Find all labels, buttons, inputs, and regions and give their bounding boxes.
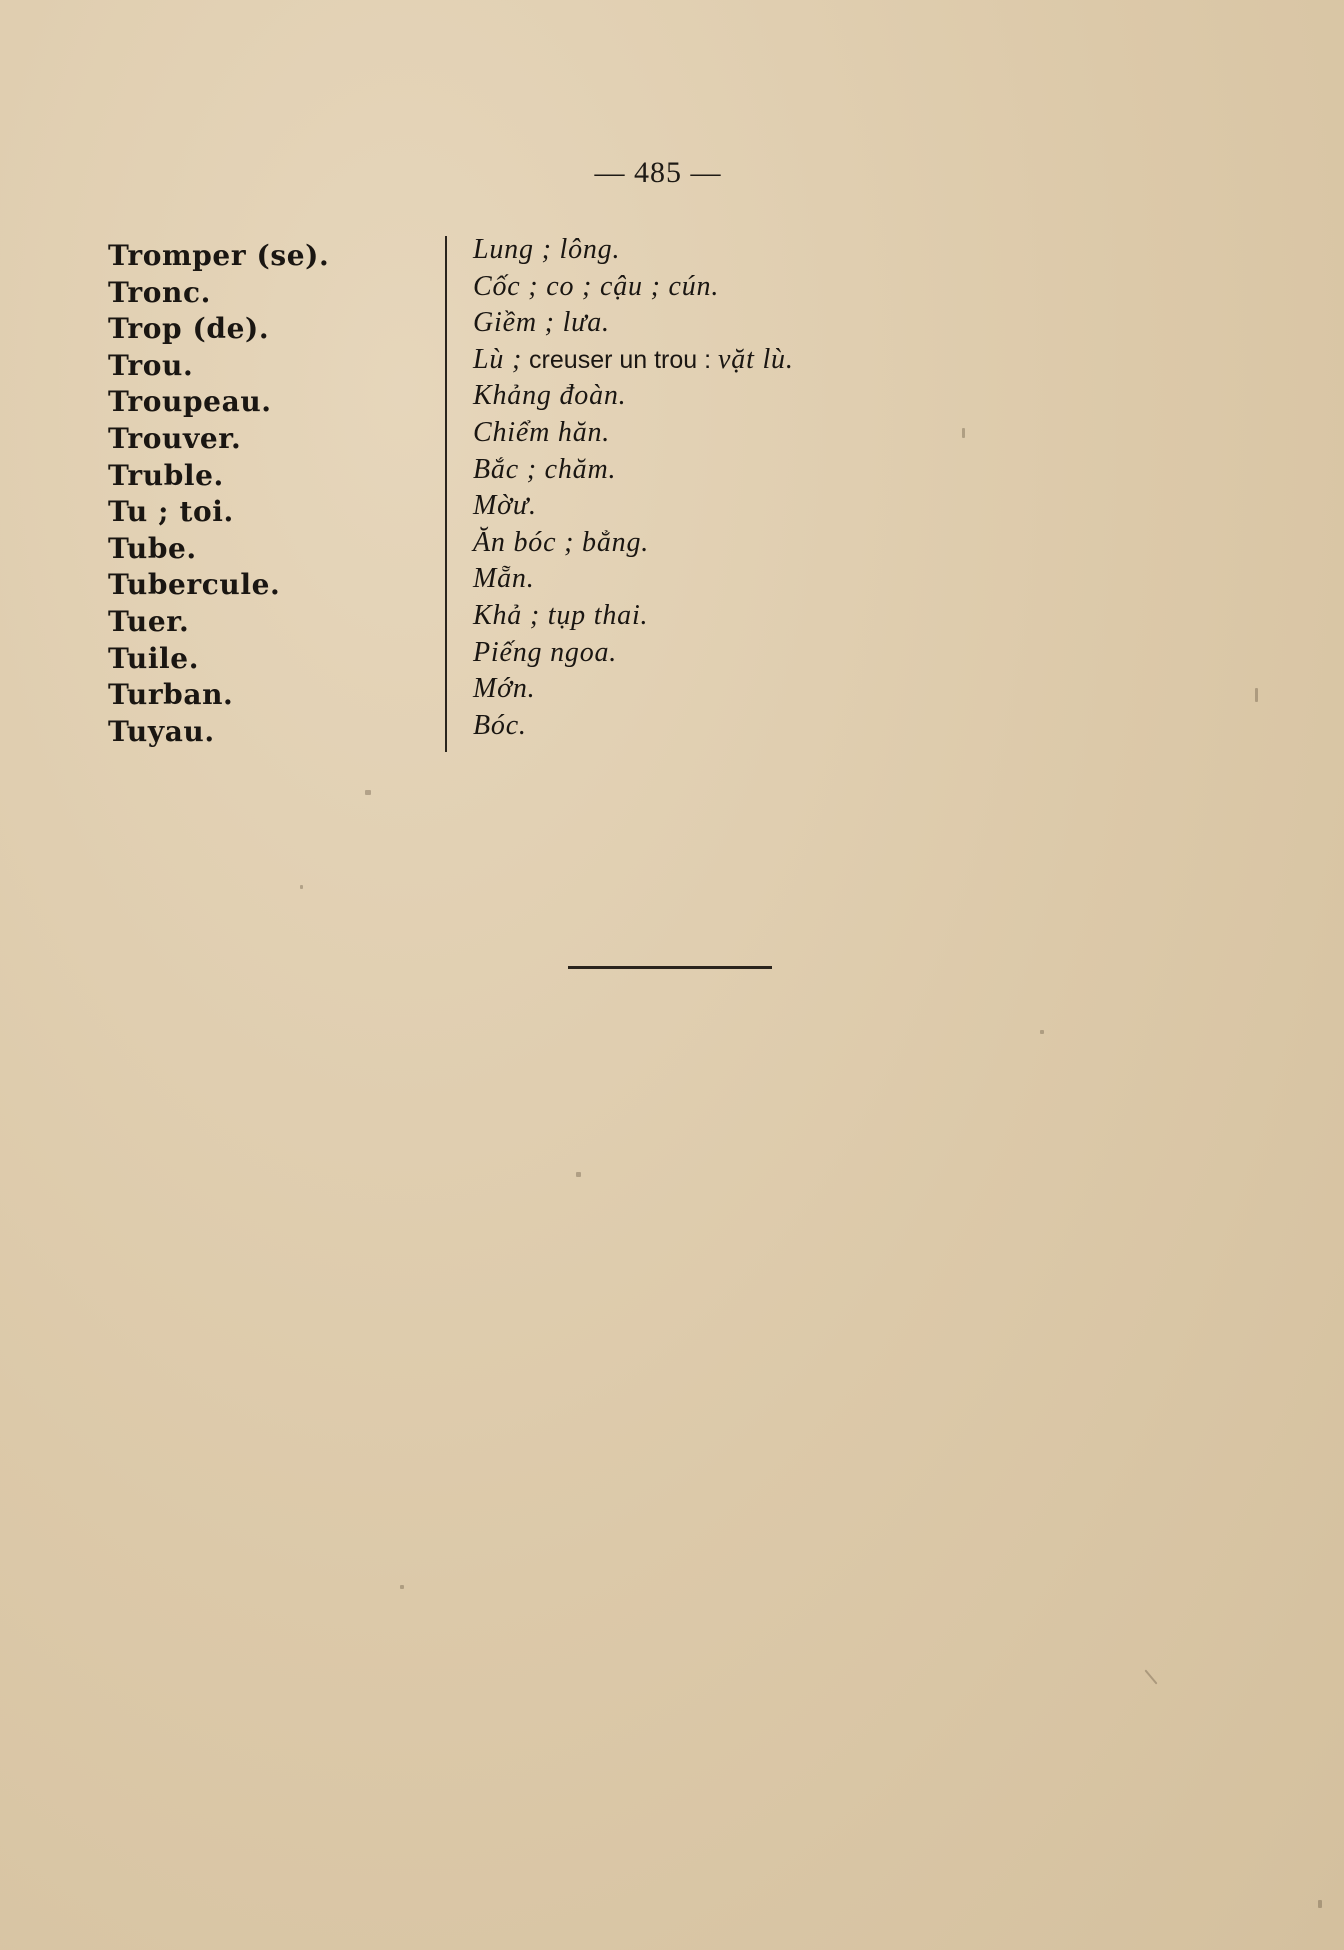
translation: Bắc ; chăm. [473,453,617,485]
paper-fleck [1144,1669,1157,1684]
french-term: Turban. [108,678,234,712]
french-term: Tuyau. [108,714,215,748]
page-number [0,156,1344,190]
end-rule [568,966,772,969]
translation-part: vặt lù. [718,343,794,375]
french-term: Tu ; toi. [108,495,234,529]
french-term: Tubercule. [108,568,281,602]
translation: Chiểm hăn. [473,416,611,448]
french-term: Tuer. [108,604,190,638]
translation: Ăn bóc ; bẳng. [473,526,650,558]
translation: Khả ; tụp thai. [473,599,649,631]
translation [473,342,1233,379]
paper-fleck [1255,688,1258,702]
french-term: Tube. [108,531,197,565]
paper-fleck [576,1172,581,1177]
french-term: Trou. [108,348,194,382]
column-divider [445,236,447,752]
french-term: Tuile. [108,641,200,675]
paper-fleck [365,790,371,795]
translation: Lung ; lông. [473,234,621,265]
paper-fleck [400,1585,404,1589]
translation: Bóc. [473,709,527,741]
french-term: Tromper (se). [108,239,330,272]
paper-fleck [1040,1030,1044,1034]
paper-fleck [962,428,965,438]
translation: Khảng đoàn. [473,380,627,412]
translation: Mẵn. [473,563,535,595]
french-term: Trop (de). [108,312,270,346]
paper-fleck [300,885,303,889]
french-term: Trouver. [108,421,242,455]
french-term: Tronc. [108,275,211,309]
vietnamese-translations-column [473,232,1233,744]
translation-part: Lù ; [473,343,523,375]
paper-fleck [1318,1900,1322,1908]
translation-gloss: creuser un trou : [522,345,719,374]
french-term: Troupeau. [108,385,272,419]
french-terms-column [108,238,438,750]
translation: Mờư. [473,490,537,522]
page-number-text: — 485 — [594,156,722,189]
translation: Mớn. [473,673,536,705]
translation: Cốc ; co ; cậu ; cún. [473,270,720,302]
translation: Giềm ; lưa. [473,307,610,339]
translation: Piếng ngoa. [473,636,618,668]
french-term: Truble. [108,458,224,492]
